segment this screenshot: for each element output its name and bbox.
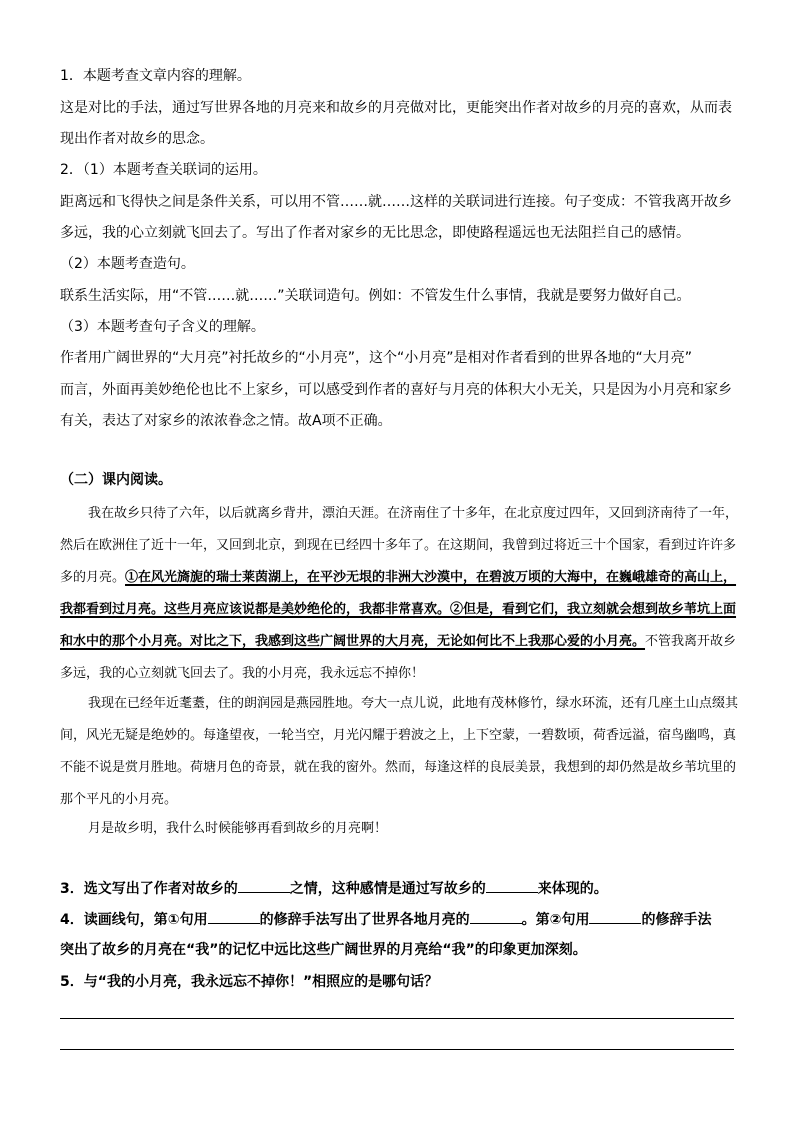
underlined-sentence-1: ①在风光旖旎的瑞士莱茵湖上，在平沙无垠的非洲大沙漠中，在碧波万顷的大海中，在巍峨雄奇的高山上，我都看到过月亮。这些月亮应该说都是美妙绝伦的，我都非常喜欢。 — [60, 570, 737, 617]
reading-paragraph-1 — [60, 498, 740, 690]
question-4-line-1: 4．读画线句，第①句用 的修辞手法写出了世界各地月亮的 。第②句用 的修辞手法 — [60, 909, 711, 930]
answer-2-3-line-2: 而言，外面再美妙绝伦也比不上家乡，可以感受到作者的喜好与月亮的体积大小无关，只是因为小月亮和家乡 — [60, 382, 732, 398]
answer-2-3-title: （3）本题考查句子含义的理解。 — [60, 319, 265, 335]
answer-2-title: 2．（1）本题考查关联词的运用。 — [60, 162, 267, 178]
answer-1-title: 1．本题考查文章内容的理解。 — [60, 68, 251, 84]
paragraph-1-text: 我在故乡只待了六年，以后就离乡背井，漂泊天涯。在济南住了十多年，在北京度过四年，又回到济南待了一年，然后在欧洲住了近十一年，又回到北京，到现在已经四十多年了。在这期间，我曾到过将近三十个国家，看到过许许多多的月亮。 — [60, 506, 739, 585]
answer-2-3-line-1: 作者用广阔世界的“大月亮”衬托故乡的“小月亮”，这个“小月亮”是相对作者看到的世界各地的“大月亮” — [60, 350, 693, 366]
underlined-sentence-2: ②但是，看到它们，我立刻就会想到故乡苇坑上面和水中的那个小月亮。对比之下，我感到这些广阔世界的大月亮，无论如何比不上我那心爱的小月亮。 — [60, 602, 737, 649]
answer-2-3-line-3: 有关，表达了对家乡的浓浓眷念之情。故A项不正确。 — [60, 413, 392, 429]
question-4-line-2: 突出了故乡的月亮在“我”的记忆中远比这些广阔世界的月亮给“我”的印象更加深刻。 — [60, 942, 587, 958]
answer-blank-3a[interactable] — [238, 878, 290, 893]
reading-paragraph-3: 月是故乡明，我什么时候能够再看到故乡的月亮啊！ — [88, 821, 388, 836]
answer-1-line-1: 这是对比的手法，通过写世界各地的月亮来和故乡的月亮做对比，更能突出作者对故乡的月亮的喜欢，从而表 — [60, 100, 732, 116]
question-5: 5．与“我的小月亮，我永远忘不掉你！”相照应的是哪句话？ — [60, 974, 439, 990]
answer-blank-4b[interactable] — [470, 909, 522, 924]
answer-line-2[interactable] — [60, 1049, 734, 1050]
answer-blank-4c[interactable] — [589, 909, 641, 924]
answer-2-line-1: 距离远和飞得快之间是条件关系，可以用不管……就……这样的关联词进行连接。句子变成：不管我离开故乡 — [60, 194, 732, 210]
answer-2-2-title: （2）本题考查造句。 — [60, 256, 195, 272]
answer-1-line-2: 现出作者对故乡的思念。 — [60, 131, 214, 147]
answer-blank-4a[interactable] — [208, 909, 260, 924]
question-3: 3．选文写出了作者对故乡的 之情，这种感情是通过写故乡的 来体现的。 — [60, 878, 608, 899]
answer-blank-3b[interactable] — [486, 878, 538, 893]
answer-2-line-2: 多远，我的心立刻就飞回去了。写出了作者对家乡的无比思念，即使路程遥远也无法阻拦自己的感情。 — [60, 225, 690, 241]
paragraph-1-tail: 不管我离开故乡多远，我的心立刻就飞回去了。我的小月亮，我永远忘不掉你！ — [60, 634, 737, 681]
answer-line-1[interactable] — [60, 1018, 734, 1019]
reading-paragraph-2: 我现在已经年近耄耋，住的朗润园是燕园胜地。夸大一点儿说，此地有茂林修竹，绿水环流，还有几座土山点缀其间，风光无疑是绝妙的。每逢望夜，一轮当空，月光闪耀于碧波之上，上下空蒙，一碧数顷，荷香远溢，宿鸟幽鸣，真不能不说是赏月胜地。荷塘月色的奇景，就在我的窗外。然而，每逢这样的良辰美景，我想到的却仍然是故乡苇坑里的那个平凡的小月亮。 — [60, 696, 739, 807]
answer-2-2-line-1: 联系生活实际，用“不管……就……”关联词造句。例如：不管发生什么事情，我就是要努力做好自己。 — [60, 288, 691, 304]
section-title: （二）课内阅读。 — [60, 472, 172, 488]
